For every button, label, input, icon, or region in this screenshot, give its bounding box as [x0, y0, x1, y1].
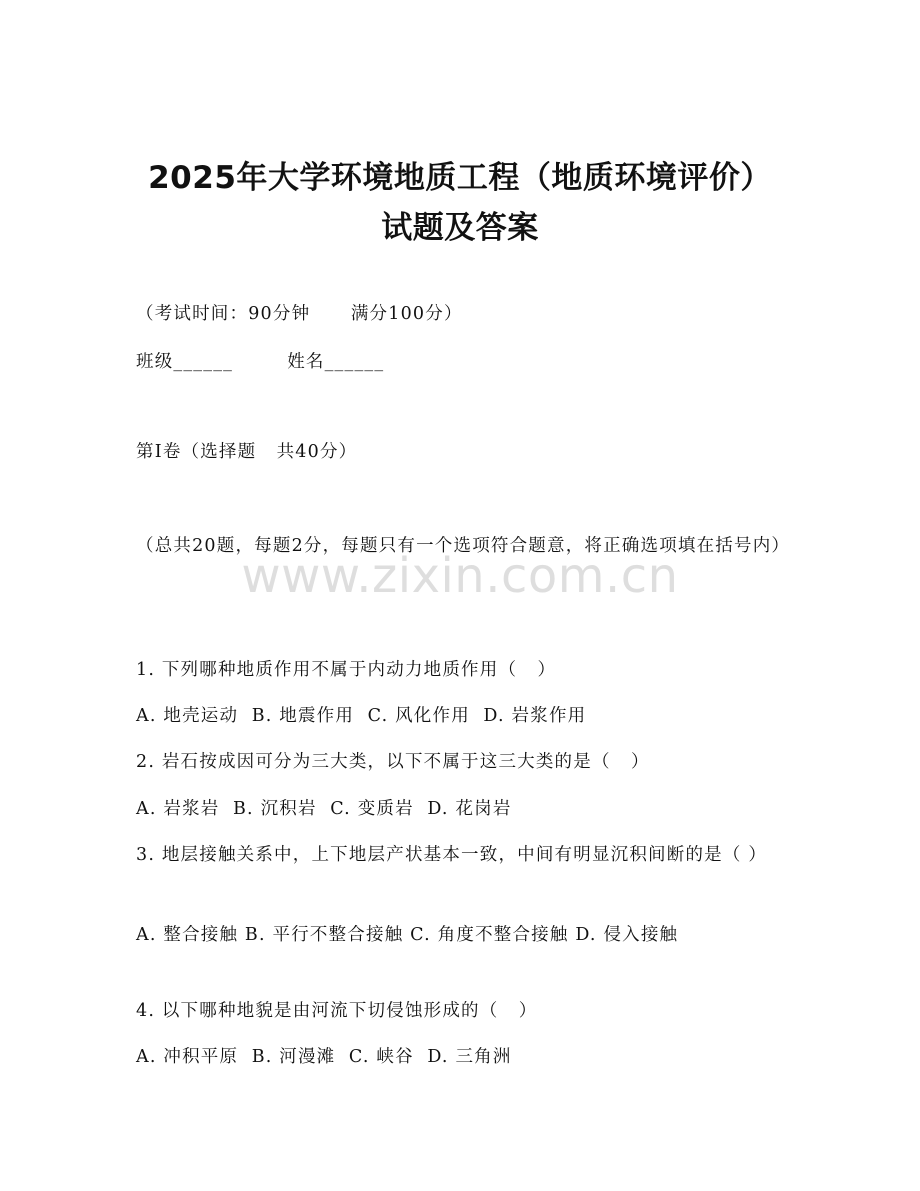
exam-time-score: （考试时间：90分钟 满分100分） [136, 304, 463, 324]
class-name-fields: 班级______ 姓名______ [136, 352, 385, 372]
site-watermark: www.zixin.com.cn [241, 548, 679, 604]
question-3-options: A. 整合接触 B. 平行不整合接触 C. 角度不整合接触 D. 侵入接触 [136, 925, 679, 945]
question-2-stem: 2. 岩石按成因可分为三大类，以下不属于这三大类的是（ ） [136, 752, 650, 772]
question-1-stem: 1. 下列哪种地质作用不属于内动力地质作用（ ） [136, 660, 557, 680]
document-title-line2: 试题及答案 [381, 210, 539, 246]
section-instructions: （总共20题，每题2分，每题只有一个选项符合题意，将正确选项填在括号内） [136, 536, 791, 556]
question-2-options: A. 岩浆岩 B. 沉积岩 C. 变质岩 D. 花岗岩 [136, 799, 512, 819]
question-1-options: A. 地壳运动 B. 地震作用 C. 风化作用 D. 岩浆作用 [136, 706, 587, 726]
question-4-stem: 4. 以下哪种地貌是由河流下切侵蚀形成的（ ） [136, 1001, 538, 1021]
question-3-stem: 3. 地层接触关系中，上下地层产状基本一致，中间有明显沉积间断的是（ ） [136, 845, 768, 865]
section-heading: 第I卷（选择题 共40分） [136, 442, 358, 462]
document-title-line1: 2025年大学环境地质工程（地质环境评价） [148, 160, 772, 196]
question-4-options: A. 冲积平原 B. 河漫滩 C. 峡谷 D. 三角洲 [136, 1047, 512, 1067]
